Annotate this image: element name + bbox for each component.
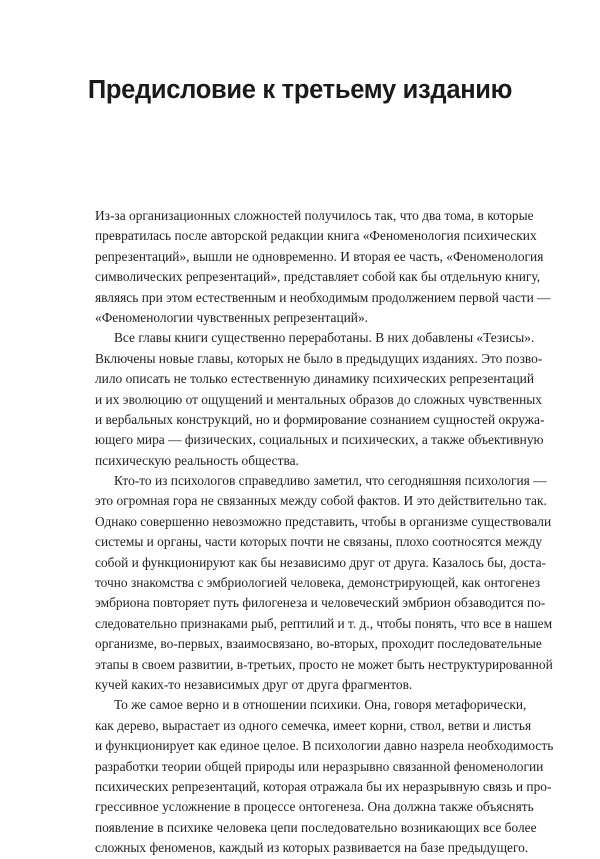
page-title: Предисловие к третьему изданию [87, 76, 513, 104]
text-line: ющего мира — физических, социальных и психических, а также объективную [95, 432, 544, 448]
text-line: грессивное усложнение в процессе онтогенеза. Она должна также объяснять [95, 799, 534, 815]
text-line: лило описать не только естественную динамику психических репрезентаций [95, 371, 534, 387]
paragraph [95, 695, 554, 858]
body-text [95, 206, 554, 859]
text-line: психическую реальность общества. [95, 452, 299, 468]
text-line: разработки теории общей природы или неразрывно связанной феноменологии [95, 758, 544, 774]
text-line: психических репрезентаций, которая отражала бы их неразрывную связь и про- [95, 778, 552, 794]
text-line: То же самое верно и в отношении психики. Она, говоря метафорически, [114, 697, 527, 713]
text-line: эмбриона повторяет путь филогенеза и человеческий эмбрион обзаводится по- [95, 595, 546, 611]
text-line: следовательно признаками рыб, рептилий и т. д., чтобы понять, что все в нашем [95, 615, 553, 631]
text-line: репрезентаций», вышли не одновременно. И вторая ее часть, «Феноменология [95, 248, 544, 264]
text-line: «Феноменологии чувственных репрезентаций». [95, 309, 369, 325]
text-line: символических репрезентаций», представляет собой как бы отдельную книгу, [95, 269, 541, 285]
text-line: появление в психике человека цепи последовательно возникающих все более [95, 819, 537, 835]
text-line: и вербальных конструкций, но и формирование сознанием сущностей окружа- [95, 411, 545, 427]
paragraph [95, 328, 545, 471]
text-line: сложных феноменов, каждый из которых развивается на базе предыдущего. [95, 840, 529, 856]
text-line: Из-за организационных сложностей получилось так, что два тома, в которые [95, 208, 534, 223]
paragraph [95, 206, 551, 328]
text-line: кучей каких-то независимых друг от друга фрагментов. [95, 676, 413, 692]
text-line: организме, во-первых, взаимосвязано, во-вторых, проходит последовательные [95, 636, 542, 652]
text-line: Включены новые главы, которых не было в предыдущих изданиях. Это позво- [95, 350, 543, 366]
text-line: и их эволюцию от ощущений и ментальных образов до сложных чувственных [95, 391, 542, 407]
paragraph [95, 471, 553, 695]
text-line: точно знакомства с эмбриологией человека, демонстрирующей, как онтогенез [95, 575, 541, 591]
text-line: этапы в своем развитии, в-третьих, просто не может быть неструктурированной [95, 656, 553, 672]
text-line: Однако совершенно невозможно представить, чтобы в организме существовали [95, 513, 552, 529]
text-line: как дерево, вырастает из одного семечка, имеет корни, ствол, ветви и листья [95, 717, 532, 733]
text-line: превратилась после авторской редакции книга «Феноменология психических [95, 228, 537, 244]
text-line: собой и функционируют как бы независимо друг от друга. Казалось бы, доста- [95, 554, 546, 570]
text-line: это огромная гора не связанных между собой фактов. И это действительно так. [95, 493, 547, 509]
text-line: и функционирует как единое целое. В психологии давно назрела необходимость [95, 738, 554, 754]
text-line: являясь при этом естественным и необходимым продолжением первой части — [95, 289, 551, 305]
text-line: системы и органы, части которых почти не связаны, плохо соотносятся между [95, 534, 543, 550]
text-line: Все главы книги существенно переработаны. В них добавлены «Тезисы». [114, 330, 535, 346]
text-line: Кто-то из психологов справедливо заметил, что сегодняшняя психология — [114, 473, 547, 489]
